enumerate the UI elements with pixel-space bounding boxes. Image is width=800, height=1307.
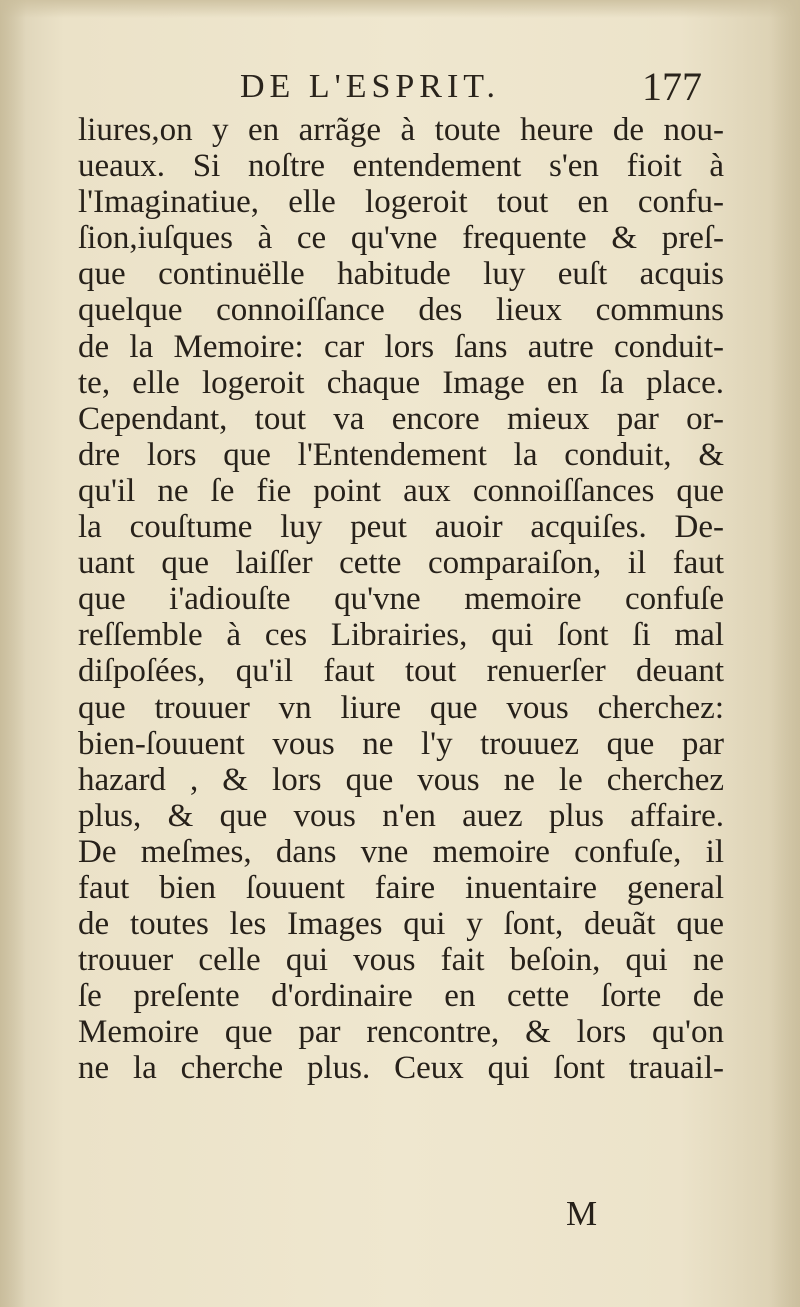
text-line: Memoire que par rencontre, & lors qu'on — [78, 1014, 724, 1051]
text-line: hazard , & lors que vous ne le cherchez — [78, 761, 724, 798]
text-line: liures,on y en arrãge à toute heure de nou- — [78, 112, 724, 148]
signature-mark: M — [566, 1194, 598, 1233]
text-line: que trouuer vn liure que vous cherchez: — [78, 689, 724, 726]
running-head — [0, 62, 800, 112]
page-shadow-right — [770, 0, 800, 1307]
text-line: De meſmes, dans vne memoire confuſe, il — [78, 833, 724, 870]
text-line: uant que laiſſer cette comparaiſon, il faut — [78, 545, 724, 582]
text-line: te, elle logeroit chaque Image en ſa place. — [78, 364, 724, 401]
text-line: qu'il ne ſe fie point aux connoiſſances que — [78, 472, 724, 509]
text-line: que continuëlle habitude luy euſt acquis — [78, 256, 724, 293]
text-line: de la Memoire: car lors ſans autre conduit- — [78, 328, 724, 365]
text-line: que i'adiouſte qu'vne memoire confuſe — [78, 581, 724, 618]
text-line: Cependant, tout va encore mieux par or- — [78, 400, 724, 437]
text-line: dre lors que l'Entendement la conduit, & — [78, 436, 724, 473]
body-text — [78, 112, 724, 1087]
page-number: 177 — [642, 64, 702, 109]
text-line: quelque connoiſſance des lieux communs — [78, 292, 724, 329]
text-line: bien-ſouuent vous ne l'y trouuez que par — [78, 725, 724, 762]
text-line: de toutes les Images qui y ſont, deuãt que — [78, 906, 724, 943]
text-line: ueaux. Si noſtre entendement s'en fioit à — [78, 148, 724, 185]
text-line: trouuer celle qui vous fait beſoin, qui ne — [78, 942, 724, 979]
running-title: DE L'ESPRIT. — [240, 68, 501, 105]
text-line: ſe preſente d'ordinaire en cette ſorte de — [78, 978, 724, 1015]
text-line: faut bien ſouuent faire inuentaire general — [78, 869, 724, 906]
page-shadow-left — [0, 0, 26, 1307]
text-line: la couſtume luy peut auoir acquiſes. De- — [78, 509, 724, 546]
text-line: l'Imaginatiue, elle logeroit tout en confu- — [78, 184, 724, 221]
text-line: ſion,iuſques à ce qu'vne frequente & preſ- — [78, 220, 724, 257]
page-shadow-top — [0, 0, 800, 18]
text-line: plus, & que vous n'en auez plus affaire. — [78, 797, 724, 834]
text-line: diſpoſées, qu'il faut tout renuerſer deuant — [78, 653, 724, 690]
text-line: ne la cherche plus. Ceux qui ſont trauail- — [78, 1050, 724, 1087]
text-line: reſſemble à ces Librairies, qui ſont ſi mal — [78, 617, 724, 654]
